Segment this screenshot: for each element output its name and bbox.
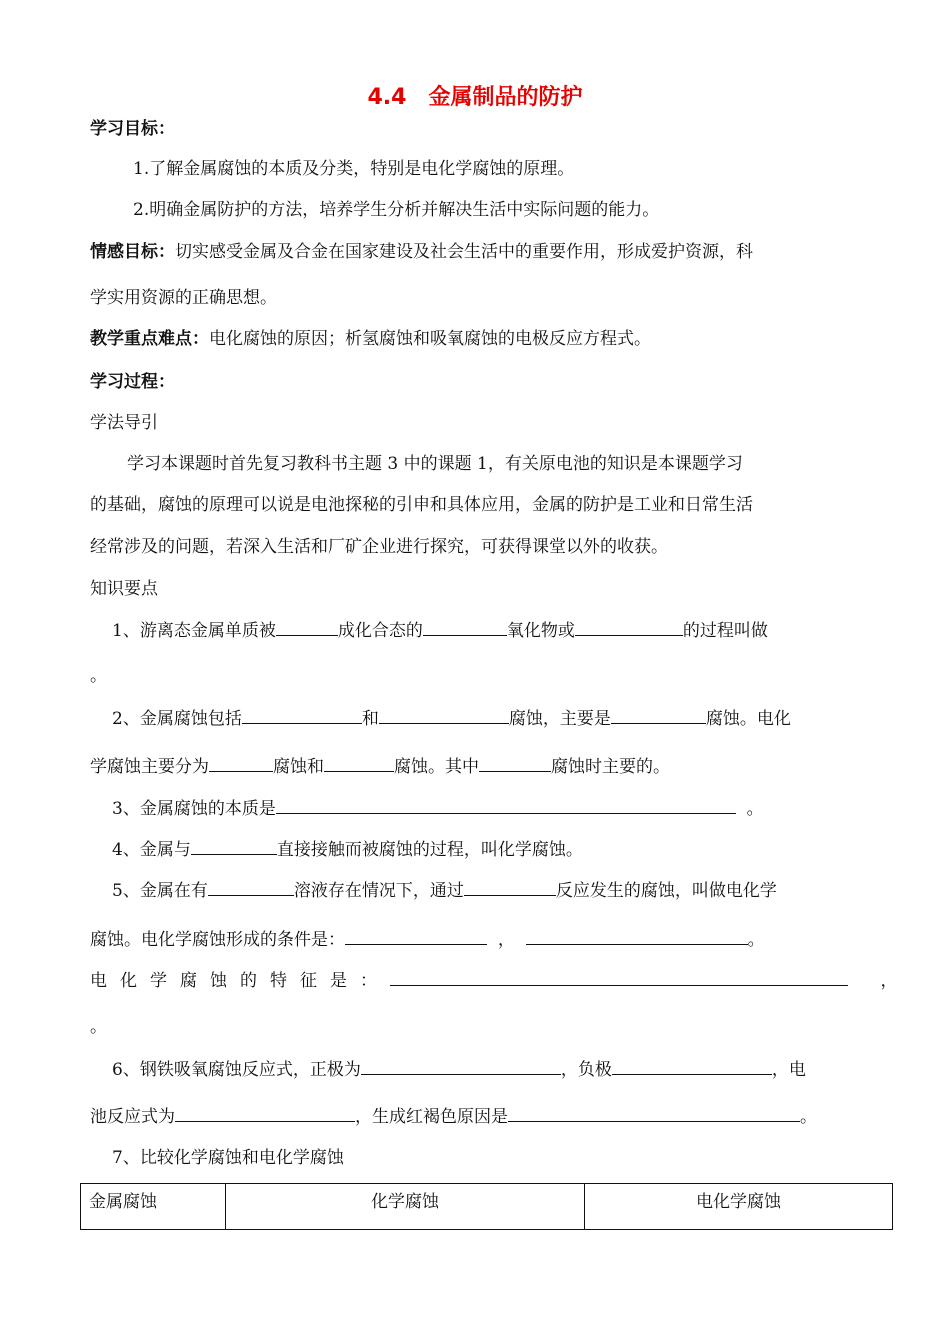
q5-blank-4[interactable] <box>526 927 748 945</box>
q4-text-b: 直接接触而被腐蚀的过程，叫化学腐蚀。 <box>276 840 583 860</box>
q3-text-a: 3、金属腐蚀的本质是 <box>112 799 276 819</box>
q2-text-c: 腐蚀，主要是 <box>508 709 611 729</box>
q5-blank-1[interactable] <box>208 878 294 896</box>
q5-text-c: 反应发生的腐蚀，叫做电化学 <box>555 881 777 901</box>
q2-text-e: 学腐蚀主要分为 <box>90 757 209 777</box>
objective-item-1: 1.了解金属腐蚀的本质及分类，特别是电化学腐蚀的原理。 <box>133 159 575 179</box>
question-6 <box>112 1057 806 1082</box>
question-4 <box>112 837 583 862</box>
guide-heading: 学法导引 <box>90 413 158 433</box>
q6-blank-2[interactable] <box>612 1057 772 1075</box>
q5-text-d: 腐蚀。电化学腐蚀形成的条件是： <box>90 930 345 950</box>
question-6-cont <box>90 1104 817 1129</box>
table-header-row <box>81 1184 893 1230</box>
q2-text-g: 腐蚀。其中 <box>394 757 479 777</box>
q6-text-b: ，负极 <box>560 1060 612 1080</box>
page-title: 4.4 金属制品的防护 <box>367 85 583 110</box>
q2-blank-3[interactable] <box>611 706 706 724</box>
q1-text-b: 成化合态的 <box>337 621 423 641</box>
q5-text-a: 5、金属在有 <box>112 881 208 901</box>
q3-text-b: 。 <box>746 799 764 819</box>
emotion-text-2: 学实用资源的正确思想。 <box>90 288 277 308</box>
q6-text-d: 池反应式为 <box>90 1107 175 1127</box>
comparison-table <box>80 1183 893 1230</box>
q3-blank[interactable] <box>276 796 736 814</box>
objective-item-2: 2.明确金属防护的方法，培养学生分析并解决生活中实际问题的能力。 <box>133 200 660 220</box>
focus-paragraph <box>90 327 651 351</box>
q5-text-h: ， <box>880 971 898 991</box>
focus-text: 电化腐蚀的原因；析氢腐蚀和吸氧腐蚀的电极反应方程式。 <box>209 329 651 349</box>
q4-blank[interactable] <box>191 837 277 855</box>
q5-text-f: 。 <box>747 930 765 950</box>
q4-text-a: 4、金属与 <box>112 840 191 860</box>
question-1 <box>112 618 768 643</box>
table-header-cell: 金属腐蚀 <box>81 1184 226 1230</box>
objectives-heading: 学习目标： <box>90 119 175 139</box>
q5-blank-2[interactable] <box>464 878 556 896</box>
question-3 <box>112 796 764 821</box>
q5-text-g: 电化学腐蚀的特征是： <box>90 971 390 991</box>
q2-blank-2[interactable] <box>379 706 509 724</box>
q2-text-a: 2、金属腐蚀包括 <box>112 709 242 729</box>
question-7: 7、比较化学腐蚀和电化学腐蚀 <box>112 1148 344 1168</box>
q2-text-f: 腐蚀和 <box>273 757 324 777</box>
q5-end: 。 <box>90 1017 107 1037</box>
question-2-cont <box>90 754 670 779</box>
q2-blank-4[interactable] <box>209 754 273 772</box>
q6-blank-1[interactable] <box>361 1057 561 1075</box>
table-header-cell: 化学腐蚀 <box>226 1184 585 1230</box>
q1-blank-2[interactable] <box>423 618 507 636</box>
q6-text-c: ，电 <box>771 1060 806 1080</box>
q1-blank-3[interactable] <box>575 618 683 636</box>
q6-text-e: ，生成红褐色原因是 <box>355 1107 508 1127</box>
emotion-paragraph <box>90 240 753 264</box>
q6-text-f: 。 <box>800 1107 817 1127</box>
q6-blank-3[interactable] <box>175 1104 355 1122</box>
question-5-feature <box>90 968 897 993</box>
emotion-text-1: 切实感受金属及合金在国家建设及社会生活中的重要作用，形成爱护资源，科 <box>175 242 753 262</box>
q6-blank-4[interactable] <box>508 1104 800 1122</box>
q6-text-a: 6、钢铁吸氧腐蚀反应式，正极为 <box>112 1060 361 1080</box>
question-2 <box>112 706 791 731</box>
q5-text-b: 溶液存在情况下，通过 <box>293 881 464 901</box>
q2-blank-1[interactable] <box>242 706 362 724</box>
q2-blank-6[interactable] <box>479 754 551 772</box>
q2-text-d: 腐蚀。电化 <box>705 709 791 729</box>
q5-text-e: ， <box>497 930 515 950</box>
guide-line-2: 的基础，腐蚀的原理可以说是电池探秘的引申和具体应用，金属的防护是工业和日常生活 <box>90 495 753 515</box>
q1-text-d: 的过程叫做 <box>682 621 768 641</box>
q2-text-b: 和 <box>361 709 379 729</box>
q1-blank-1[interactable] <box>276 618 338 636</box>
q1-text-a: 1、游离态金属单质被 <box>112 621 276 641</box>
q5-blank-3[interactable] <box>345 927 487 945</box>
q1-end: 。 <box>90 666 107 686</box>
table-header-cell: 电化学腐蚀 <box>585 1184 893 1230</box>
emotion-heading: 情感目标： <box>90 242 175 262</box>
focus-heading: 教学重点难点： <box>90 329 209 349</box>
q2-text-h: 腐蚀时主要的。 <box>551 757 670 777</box>
q5-blank-5[interactable] <box>390 968 848 986</box>
question-5-cont <box>90 927 765 952</box>
guide-line-1: 学习本课题时首先复习教科书主题 3 中的课题 1，有关原电池的知识是本课题学习 <box>127 454 743 474</box>
guide-line-3: 经常涉及的问题，若深入生活和厂矿企业进行探究，可获得课堂以外的收获。 <box>90 537 668 557</box>
q1-text-c: 氧化物或 <box>506 621 575 641</box>
question-5 <box>112 878 777 903</box>
q2-blank-5[interactable] <box>324 754 394 772</box>
process-heading: 学习过程： <box>90 372 175 392</box>
knowledge-heading: 知识要点 <box>90 579 158 599</box>
